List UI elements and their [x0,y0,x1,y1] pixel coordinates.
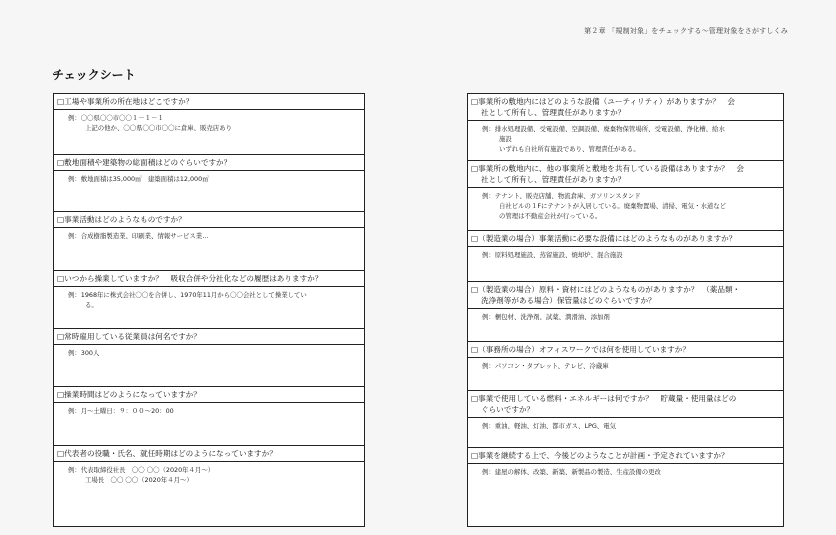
answer-line: 施設 [499,135,512,143]
answer-example [54,462,364,522]
answer-line: 例：梱包材、洗浄剤、試薬、潤滑油、添加剤 [482,313,610,321]
question-text: □代表者の役職・氏名、就任時期はどのようになっていますか？ [54,446,364,462]
question-text [468,282,783,309]
answer-line: 上記の他か、〇〇県〇〇市〇〇に倉庫、販売店あり [85,124,232,132]
checklist-right-column [467,93,784,527]
question-text: □事業活動はどのようなものですか？ [54,212,364,228]
question-text [468,448,783,464]
checklist-left-column [53,93,365,527]
answer-line: 例：〇〇県〇〇市〇〇１－１－１ [68,114,164,122]
question-line: 洗浄剤等がある場合）保管量はどのぐらいですか？ [481,296,656,305]
running-header: 第２章 「規制対象」をチェックする〜管理対象をさがすしくみ [584,27,788,35]
answer-example [54,403,364,446]
page-title: チェックシート [52,68,136,82]
answer-example [54,345,364,387]
answer-line: 例：テナント、販売店舗、物流倉庫、ガソリンスタンド [482,192,641,200]
answer-example [468,418,783,448]
answer-example [468,247,783,282]
answer-example [468,309,783,342]
answer-line: 例：パソコン・タブレット、テレビ、冷蔵庫 [482,362,609,370]
answer-line: 例：建屋の解体、改築、新築、新製品の製造、生産設備の更改 [482,468,661,476]
answer-line: 例：300人 [68,349,100,357]
answer-line: 自社ビルの１Fにテナントが入居している。廃棄物置場、清掃、電気・水道など [499,202,727,210]
checklist-item-business [54,212,364,271]
question-line: □事業を継続する上で、今後どのようなことが計画・予定されていますか？ [471,451,729,460]
answer-example [468,121,783,161]
answer-line: 例：原料処理施設、蒸留施設、焼却炉、混合施設 [482,251,623,259]
answer-line: 例：重油、軽油、灯油、都市ガス、LPG、電気 [482,422,616,430]
question-text [468,161,783,188]
question-line: □事業所の敷地内に、他の事業所と敷地を共有している設備はありますか？ 会 [471,164,744,173]
answer-example [54,110,364,155]
answer-line: 工場長 〇〇 〇〇（2020年４月～） [85,476,193,484]
question-line: ぐらいですか？ [481,405,535,414]
checklist-item-shared-facilities [468,161,783,231]
answer-line: 例：敷地面積は35,000㎡ 建築面積は12,000㎡ [68,175,209,183]
question-text [468,342,783,358]
answer-line: 例：代表取締役社長 〇〇 〇〇（2020年４月～） [68,466,215,474]
question-text [468,94,783,121]
answer-line: 例：1968年に株式会社〇〇を合併し、1970年11月から〇〇会社として操業してい [68,291,307,299]
answer-example [468,188,783,231]
checklist-item-equipment [468,231,783,282]
question-text [468,391,783,418]
question-line: 社として所有し、管理責任がありますか？ [481,108,626,117]
answer-line: 例：合成樹脂製造業、印刷業、情報サービス業… [68,232,209,240]
checklist-item-hours [54,387,364,446]
question-text: □操業時間はどのようになっていますか？ [54,387,364,403]
question-line: □（製造業の場合）事業活動に必要な設備にはどのようなものがありますか？ [471,234,737,243]
answer-line: いずれも自社所有施設であり、管理責任がある。 [499,145,640,153]
question-text: □敷地面積や建築物の総面積はどのぐらいですか？ [54,155,364,171]
answer-example [54,171,364,212]
question-line: □（事務所の場合）オフィスワークでは何を使用していますか？ [471,345,690,354]
checklist-item-location [54,94,364,155]
answer-line: る。 [85,301,98,309]
checklist-item-materials [468,282,783,342]
question-line: □事業所の敷地内にはどのような設備（ユーティリティ）がありますか？ 会 [471,97,735,106]
answer-line: の管理は不動産会社が行っている。 [499,212,602,220]
answer-example [54,287,364,329]
answer-line: 例：月～土曜日：９：００～20：00 [68,407,174,415]
checklist-item-representative [54,446,364,522]
question-text: □常時雇用している従業員は何名ですか？ [54,329,364,345]
answer-example [468,358,783,391]
checklist-item-area [54,155,364,212]
answer-line: 例：排水処理設備、受電設備、空調設備、廃棄物保管場所、受電設備、浄化槽、給水 [482,125,725,133]
checklist-item-employees [54,329,364,387]
question-text: □いつから操業していますか？ 吸収合併や分社化などの履歴はありますか？ [54,271,364,287]
answer-example [468,464,783,524]
question-line: 社として所有し、管理責任がありますか？ [481,175,626,184]
checklist-item-energy [468,391,783,448]
checklist-item-plans [468,448,783,524]
checklist-item-office [468,342,783,391]
checklist-item-utilities [468,94,783,161]
answer-example [54,228,364,271]
question-text [468,231,783,247]
question-line: □事業で使用している燃料・エネルギーは何ですか？ 貯蔵量・使用量はどの [471,394,737,403]
checklist-item-history [54,271,364,329]
question-text: □工場や事業所の所在地はどこですか？ [54,94,364,110]
question-line: □（製造業の場合）原料・資材にはどのようなものがありますか？ （薬品類・ [471,285,741,294]
